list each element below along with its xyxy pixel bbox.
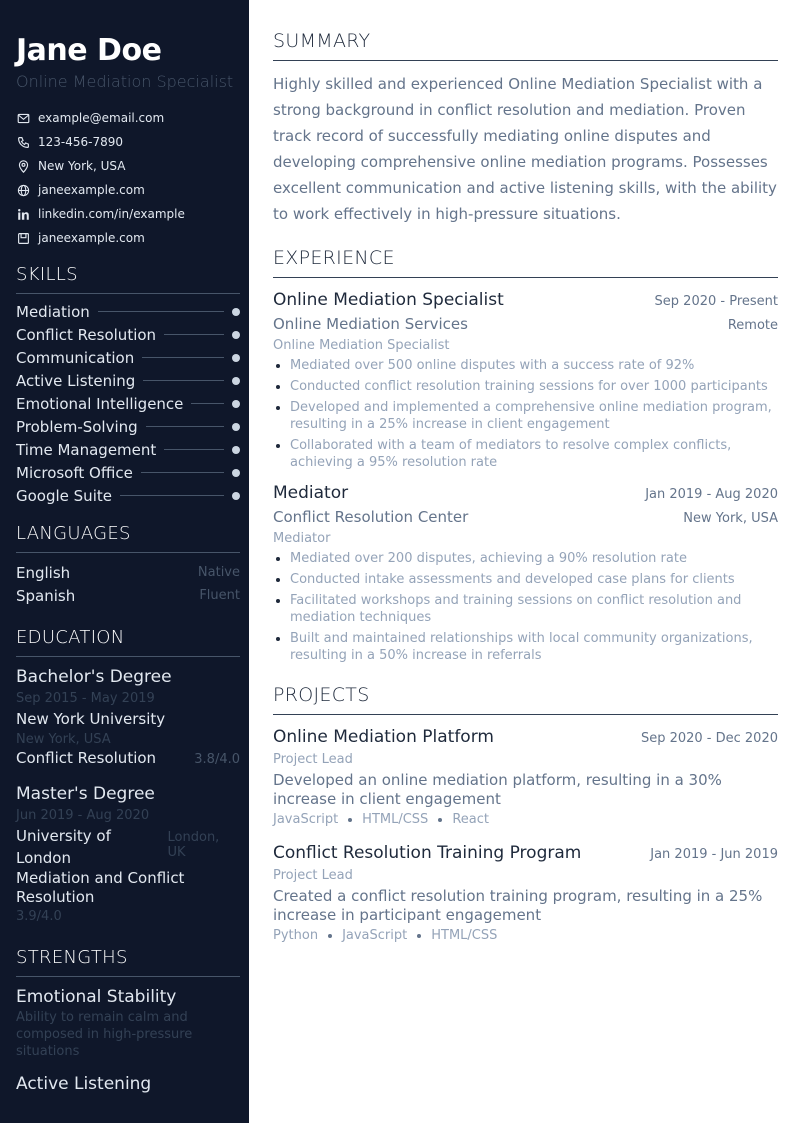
project-title: Conflict Resolution Training Program [273, 843, 582, 863]
languages-heading: LANGUAGES [16, 523, 240, 553]
skill-item [16, 346, 240, 369]
job-date: Sep 2020 - Present [654, 294, 778, 309]
project-tag: HTML/CSS [431, 928, 498, 943]
education-field: Conflict Resolution [16, 749, 157, 767]
contact-location [16, 154, 240, 178]
skill-divider [120, 495, 224, 496]
skill-divider [98, 311, 224, 312]
skill-label: Time Management [16, 440, 157, 459]
education-location: London, UK [167, 830, 220, 860]
job-item [273, 288, 778, 471]
strength-description: Ability to remain calm and composed in high-pressure situations [16, 1010, 193, 1059]
education-list [16, 665, 240, 927]
education-degree: Bachelor's Degree [16, 667, 172, 687]
skills-list [16, 300, 240, 507]
projects-section [273, 684, 778, 947]
skill-label: Mediation [16, 302, 90, 321]
contact-linkedin-text: linkedin.com/in/example [38, 207, 185, 221]
skill-label: Microsoft Office [16, 463, 133, 482]
contact-phone-text: 123-456-7890 [38, 135, 124, 149]
project-tag: JavaScript [342, 928, 408, 943]
skill-dot [232, 354, 240, 362]
project-tag: HTML/CSS [362, 812, 429, 827]
job-bullet: Mediated over 500 online disputes with a success rate of 92% [273, 357, 778, 374]
education-date: Sep 2015 - May 2019 [16, 691, 155, 706]
skill-dot [232, 469, 240, 477]
strength-title: Emotional Stability [16, 987, 177, 1007]
project-tag: Python [273, 928, 319, 943]
skill-divider [146, 426, 224, 427]
language-name: English [16, 563, 71, 582]
skill-dot [232, 308, 240, 316]
contact-phone[interactable] [16, 130, 240, 154]
experience-section [273, 247, 778, 664]
tag-separator [348, 818, 352, 822]
profile-title: Online Mediation Specialist [16, 72, 234, 91]
education-date: Jun 2019 - Aug 2020 [16, 808, 150, 823]
skills-heading: SKILLS [16, 264, 240, 294]
tag-separator [438, 818, 442, 822]
linkedin-icon [16, 207, 30, 221]
summary-text: Highly skilled and experienced Online Mediation Specialist with a strong background in conflict resolution and mediation. Proven track record of successfully mediating online disputes and developing comprehensive online mediation programs. Possesses excellent communication and active listening skills, with the ability to work effectively in high-pressure situations. [273, 75, 777, 223]
language-item [16, 584, 240, 607]
projects-heading: PROJECTS [273, 684, 778, 715]
contact-location-text: New York, USA [38, 159, 126, 173]
job-title: Mediator [273, 483, 349, 503]
project-role: Project Lead [273, 868, 353, 883]
education-heading: EDUCATION [16, 627, 240, 657]
skill-dot [232, 331, 240, 339]
contact-portfolio-text: janeexample.com [38, 231, 145, 245]
globe-icon [16, 183, 30, 197]
skill-item [16, 461, 240, 484]
language-level: Fluent [199, 588, 240, 603]
contact-email[interactable] [16, 106, 240, 130]
experience-heading: EXPERIENCE [273, 247, 778, 278]
education-school-row [16, 825, 240, 869]
skill-label: Conflict Resolution [16, 325, 157, 344]
project-description: Developed an online mediation platform, resulting in a 30% increase in client engagement [273, 771, 722, 808]
skill-item [16, 323, 240, 346]
education-field-row [16, 749, 240, 768]
skill-divider [143, 380, 224, 381]
education-gpa: 3.9/4.0 [16, 909, 62, 924]
skill-dot [232, 446, 240, 454]
skill-label: Active Listening [16, 371, 136, 390]
project-date: Jan 2019 - Jun 2019 [650, 847, 778, 862]
skill-item [16, 438, 240, 461]
job-bullet: Conducted intake assessments and developed case plans for clients [273, 571, 778, 588]
education-school: University of London [16, 827, 111, 867]
contact-website[interactable] [16, 178, 240, 202]
skill-dot [232, 377, 240, 385]
job-bullet: Collaborated with a team of mediators to resolve complex conflicts, achieving a 95% resolution rate [273, 437, 778, 471]
skill-divider [141, 472, 224, 473]
project-tags [273, 925, 778, 947]
project-item [273, 841, 778, 947]
skill-dot [232, 492, 240, 500]
job-role: Mediator [273, 531, 331, 546]
contact-email-text: example@email.com [38, 111, 165, 125]
skill-item [16, 300, 240, 323]
job-header [273, 288, 778, 312]
sidebar [0, 0, 249, 1123]
skill-label: Communication [16, 348, 135, 367]
job-item [273, 481, 778, 664]
profile-name: Jane Doe [16, 33, 162, 68]
education-field: Mediation and Conflict Resolution [16, 869, 185, 906]
job-company: Online Mediation Services [273, 315, 468, 333]
education-school: New York University [16, 710, 166, 728]
project-header [273, 725, 778, 749]
skill-divider [142, 357, 224, 358]
job-header [273, 481, 778, 505]
job-bullet: Developed and implemented a comprehensive online mediation program, resulting in a 25% increase in client engagement [273, 399, 778, 433]
main-content [273, 30, 778, 947]
contact-website-text: janeexample.com [38, 183, 145, 197]
email-icon [16, 111, 30, 125]
job-company-row [273, 312, 778, 336]
project-tag: React [452, 812, 489, 827]
skill-item [16, 415, 240, 438]
portfolio-icon [16, 231, 30, 245]
phone-icon [16, 135, 30, 149]
skill-divider [191, 403, 224, 404]
education-item [16, 665, 240, 768]
contact-linkedin[interactable] [16, 202, 240, 226]
project-title: Online Mediation Platform [273, 727, 494, 747]
language-level: Native [197, 565, 240, 580]
job-title: Online Mediation Specialist [273, 290, 504, 310]
education-gpa: 3.8/4.0 [194, 752, 240, 767]
job-date: Jan 2019 - Aug 2020 [645, 487, 778, 502]
job-bullet: Conducted conflict resolution training sessions for over 1000 participants [273, 378, 778, 395]
job-company-row [273, 505, 778, 529]
tag-separator [328, 934, 332, 938]
skill-dot [232, 400, 240, 408]
job-bullets [273, 357, 778, 471]
skill-divider [164, 449, 224, 450]
job-role: Online Mediation Specialist [273, 338, 450, 353]
contact-list [16, 106, 240, 250]
project-description: Created a conflict resolution training program, resulting in a 25% increase in participant engagement [273, 887, 763, 924]
job-location: New York, USA [683, 511, 778, 526]
tag-separator [417, 934, 421, 938]
language-name: Spanish [16, 586, 76, 605]
education-location: New York, USA [16, 732, 111, 747]
education-degree: Master's Degree [16, 784, 155, 804]
job-bullets [273, 550, 778, 664]
job-bullet: Built and maintained relationships with local community organizations, resulting in a 50% increase in referrals [273, 630, 778, 664]
skill-item [16, 392, 240, 415]
location-icon [16, 159, 30, 173]
strengths-heading: STRENGTHS [16, 947, 240, 977]
skill-divider [164, 334, 224, 335]
contact-portfolio[interactable] [16, 226, 240, 250]
project-header [273, 841, 778, 865]
summary-heading: SUMMARY [273, 30, 778, 61]
job-location: Remote [727, 318, 778, 333]
project-tags [273, 809, 778, 831]
project-date: Sep 2020 - Dec 2020 [640, 731, 778, 746]
project-item [273, 725, 778, 831]
strengths-list [16, 985, 240, 1096]
job-company: Conflict Resolution Center [273, 508, 469, 526]
skill-item [16, 484, 240, 507]
skill-label: Google Suite [16, 486, 112, 505]
project-tag: JavaScript [273, 812, 339, 827]
languages-list [16, 561, 240, 607]
project-role: Project Lead [273, 752, 353, 767]
education-item [16, 782, 240, 927]
job-bullet: Mediated over 200 disputes, achieving a 90% resolution rate [273, 550, 778, 567]
skill-label: Emotional Intelligence [16, 394, 184, 413]
job-bullet: Facilitated workshops and training sessions on conflict resolution and mediation techniques [273, 592, 778, 626]
skill-item [16, 369, 240, 392]
skill-dot [232, 423, 240, 431]
strength-title: Active Listening [16, 1074, 152, 1094]
skill-label: Problem-Solving [16, 417, 138, 436]
language-item [16, 561, 240, 584]
